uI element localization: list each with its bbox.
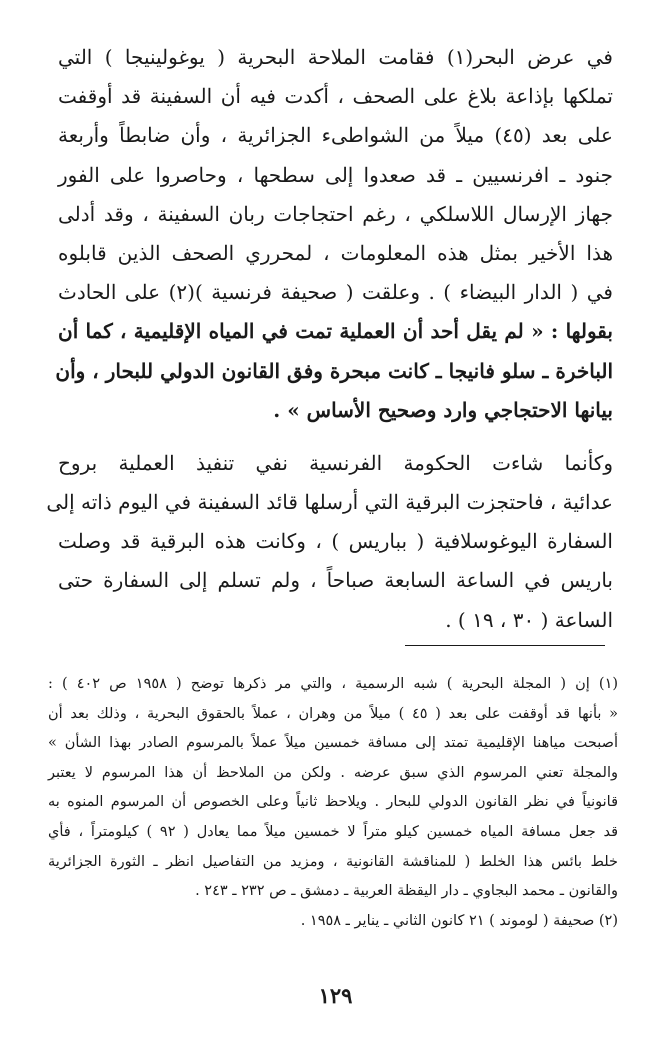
text-line: السفارة اليوغوسلافية ( بباريس ) ، وكانت هذه البرقية قد وصلت [58,529,613,554]
text-line: في عرض البحر(١) فقامت الملاحة البحرية ( يوغولينيجا ) التي [58,45,613,69]
text-line: على بعد (٤٥) ميلاً من الشواطىء الجزائرية ، وأن ضابطاً وأربعة [58,123,613,148]
text-line: باريس في الساعة السابعة صباحاً ، ولم تسلم إلى السفارة حتى [58,568,613,593]
quote-line: بقولها : « لم يقل أحد أن العملية تمت في المياه الإقليمية ، كما أن [58,319,613,344]
paragraph-gap [58,430,613,444]
main-text [46,38,613,640]
footnote-line: « بأنها قد أوقفت على بعد ( ٤٥ ) ميلاً من وهران ، عملاً بالحقوق البحرية ، وذلك بعد أن [48,705,619,722]
text-line: عدائية ، فاحتجزت البرقية التي أرسلها قائد السفينة في اليوم ذاته إلى [46,490,613,515]
footnote-line: قد جعل مسافة المياه خمسين كيلو متراً لا خمسين ميلاً مما يعادل ( ٩٢ ) كيلومتراً ، فأي [48,823,619,840]
page-number: ١٢٩ [318,983,353,1008]
footnote-line: (١) إن ( المجلة البحرية ) شبه الرسمية ، والتي مر ذكرها توضح ( ١٩٥٨ ص ٤٠٢ ) : [48,676,619,692]
text-line: في ( الدار البيضاء ) . وعلقت ( صحيفة فرنسية )(٢) على الحادث [58,280,613,305]
footnote-line: أصبحت مياهنا الإقليمية تمتد إلى مسافة خمسين ميلاً عملاً بالمرسوم الصادر بهذا الشأن » [48,735,618,752]
footnote-line: خلط بائس هذا الخلط ( للمناقشة القانونية ، ومزيد من التفاصيل انظر ـ الثورة الجزائرية [48,853,618,870]
text-line: جنود ـ افرنسيين ـ قد صعدوا إلى سطحها ، وحاصروا على الفور [58,162,613,187]
quote-line: بيانها الاحتجاجي وارد وصحيح الأساس » . [273,397,613,422]
footnote-line: قانونياً في نظر القانون الدولي للبحار . ويلاحظ ثانياً وعلى الخصوص أن المرسوم المنوه به [48,794,618,811]
text-line: وكأنما شاءت الحكومة الفرنسية نفي تنفيذ العملية بروح [58,450,613,475]
text-line: الساعة ( ٣٠ ، ١٩ ) . [445,607,613,632]
quote-line: الباخرة ـ سلو فانيجا ـ كانت مبحرة وفق القانون الدولي للبحار ، وأن [55,358,613,383]
text-line: جهاز الإرسال اللاسلكي ، رغم احتجاجات ربان السفينة ، وقد أدلى [58,201,613,226]
footnote-divider [405,645,605,646]
text-line: هذا الأخير بمثل هذه المعلومات ، لمحرري الصحف الذين قابلوه [58,240,613,265]
footnote-line: (٢) صحيفة ( لوموند ) ٢١ كانون الثاني ـ يناير ـ ١٩٥٨ . [300,912,618,929]
footnote-line: والقانون ـ محمد البجاوي ـ دار اليقظة العربية ـ دمشق ـ ص ٢٣٢ ـ ٢٤٣ . [195,883,618,900]
footnote-line: والمجلة تعني المرسوم الذي سبق عرضه . ولكن من الملاحظ أن هذا المرسوم لا يعتبر [48,764,618,781]
footnotes [48,670,618,936]
text-line: تملكها بإذاعة بلاغ على الصحف ، أكدت فيه أن السفينة قد أوقفت [58,84,613,109]
